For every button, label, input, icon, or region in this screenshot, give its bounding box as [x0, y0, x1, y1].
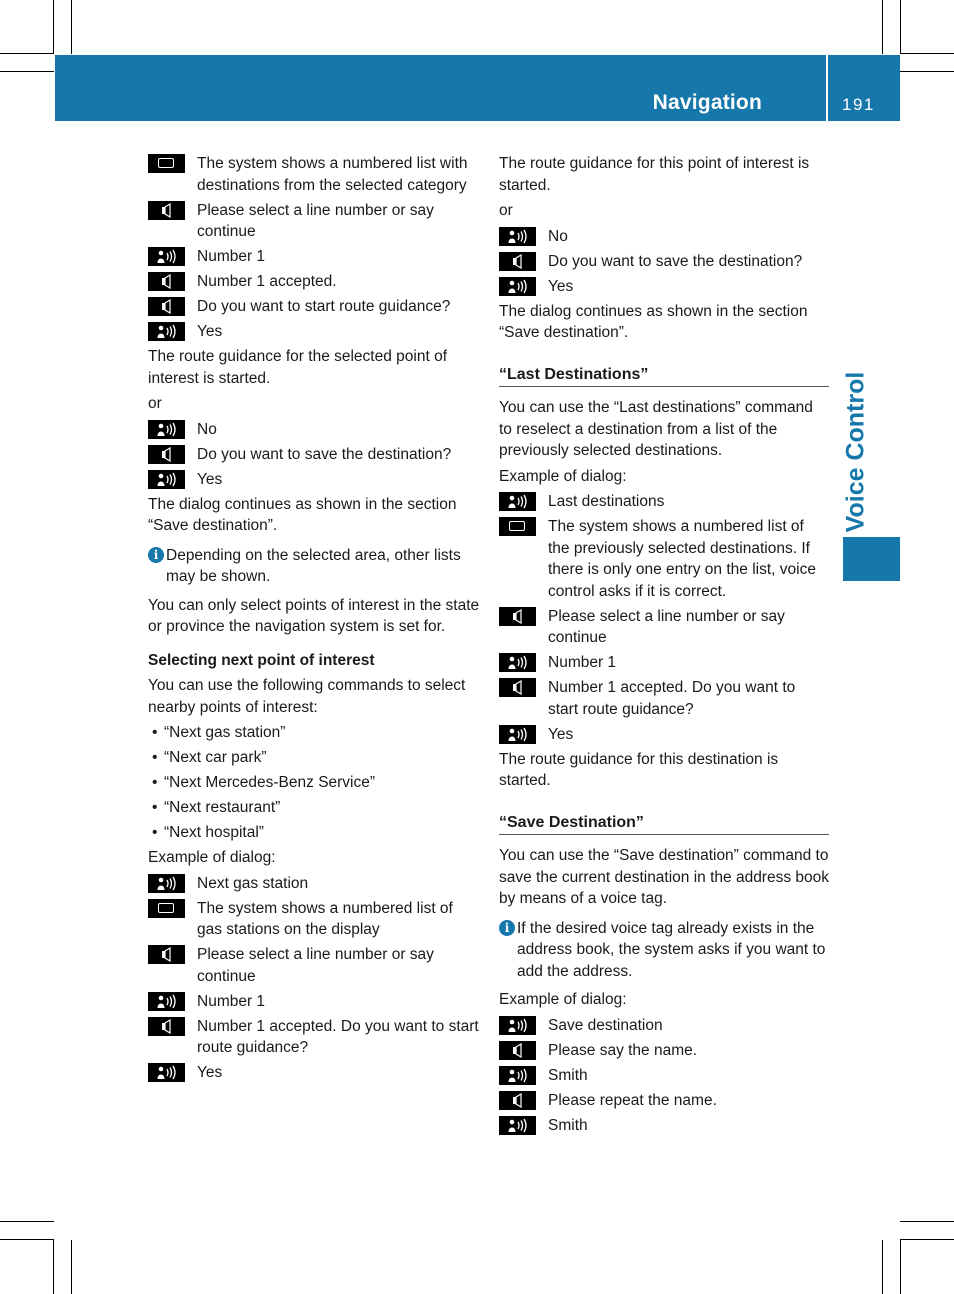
speaker-icon: [499, 252, 536, 271]
paragraph: Example of dialog:: [148, 849, 276, 866]
voice-command-icon: [499, 653, 536, 672]
dialog-text: The system shows a numbered list of the previously selected destinations. If there is only one entry on the list, voice control asks if it is correct.: [548, 518, 816, 600]
dialog-step: [499, 251, 829, 273]
bullet-icon: •: [152, 774, 158, 791]
voice-command-icon: [148, 1063, 185, 1082]
section-heading: “Last Destinations”: [499, 364, 829, 388]
paragraph: Example of dialog:: [499, 467, 627, 485]
dialog-text: Please select a line number or say continue: [548, 607, 785, 646]
crop-mark: [900, 1240, 901, 1294]
info-note: [148, 545, 480, 588]
dialog-text: Yes: [548, 725, 574, 743]
bullet-icon: •: [152, 824, 158, 841]
crop-mark: [900, 0, 901, 54]
dialog-text: Do you want to start route guidance?: [197, 298, 451, 315]
list-item-text: “Next Mercedes-Benz Service”: [164, 774, 376, 791]
voice-command-icon: [499, 1116, 536, 1135]
dialog-step: [499, 226, 829, 248]
speaker-icon: [148, 1017, 185, 1036]
dialog-text: Save destination: [548, 1016, 663, 1034]
info-text: Depending on the selected area, other lists may be shown.: [166, 546, 461, 585]
paragraph: You can use the “Save destination” command to save the current destination in the address book by means of a voice tag.: [499, 847, 830, 907]
dialog-step: [148, 444, 480, 466]
dialog-step: [148, 200, 480, 243]
crop-mark: [0, 1239, 54, 1240]
voice-command-icon: [148, 247, 185, 266]
dialog-step: [499, 491, 829, 513]
list-item: [152, 747, 480, 769]
dialog-text: Please select a line number or say continue: [197, 946, 434, 985]
dialog-step: [148, 898, 480, 941]
dialog-list: [148, 153, 480, 343]
bullet-icon: •: [152, 799, 158, 816]
paragraph: or: [148, 395, 162, 412]
left-column: [148, 153, 480, 1087]
crop-mark: [900, 53, 954, 54]
info-icon: i: [148, 547, 164, 563]
crop-mark: [882, 1240, 883, 1294]
display-icon: [148, 154, 185, 173]
info-text: If the desired voice tag already exists in the address book, the system asks if you want to add the address.: [517, 919, 826, 980]
dialog-step: [148, 1016, 480, 1059]
crop-mark: [53, 1240, 54, 1294]
dialog-step: [148, 271, 480, 293]
dialog-step: [148, 944, 480, 987]
dialog-list: [499, 1015, 829, 1137]
dialog-list: [499, 226, 829, 298]
speaker-icon: [148, 272, 185, 291]
paragraph: The route guidance for this point of interest is started.: [499, 155, 810, 194]
crop-mark: [882, 0, 883, 54]
voice-command-icon: [148, 992, 185, 1011]
dialog-text: Number 1 accepted.: [197, 273, 337, 290]
paragraph: The route guidance for this destination is started.: [499, 750, 779, 789]
display-icon: [148, 899, 185, 918]
crop-mark: [0, 71, 54, 72]
dialog-step: [499, 652, 829, 674]
dialog-text: No: [197, 420, 217, 438]
dialog-step: [499, 516, 829, 602]
dialog-step: [499, 1090, 829, 1112]
dialog-step: [148, 246, 480, 268]
paragraph: The dialog continues as shown in the section “Save destination”.: [148, 495, 457, 534]
dialog-step: [499, 606, 829, 649]
list-item: [152, 772, 480, 794]
paragraph: or: [499, 202, 513, 219]
dialog-step: [499, 1040, 829, 1062]
dialog-text: Please select a line number or say continue: [197, 201, 434, 240]
crop-mark: [900, 71, 954, 72]
voice-command-icon: [148, 322, 185, 341]
voice-command-icon: [499, 1016, 536, 1035]
dialog-text: Yes: [197, 1064, 223, 1081]
crop-mark: [71, 1240, 72, 1294]
paragraph: The route guidance for the selected point of interest is started.: [148, 348, 448, 387]
header-divider: [826, 55, 828, 121]
dialog-text: Yes: [548, 277, 574, 295]
dialog-step: [499, 1015, 829, 1037]
voice-command-icon: [499, 492, 536, 511]
crop-mark: [53, 0, 54, 54]
dialog-step: [148, 1062, 480, 1084]
speaker-icon: [499, 607, 536, 626]
dialog-list: [148, 873, 480, 1084]
dialog-step: [499, 276, 829, 298]
voice-command-icon: [148, 874, 185, 893]
display-icon: [499, 517, 536, 536]
dialog-text: No: [548, 227, 568, 245]
page-number: 191: [842, 95, 875, 114]
dialog-text: Number 1 accepted. Do you want to start route guidance?: [197, 1017, 479, 1056]
section-title: Navigation: [652, 91, 762, 114]
dialog-step: [148, 296, 480, 318]
dialog-text: Number 1: [197, 992, 266, 1010]
bullet-icon: •: [152, 749, 158, 766]
dialog-text: The system shows a numbered list with destinations from the selected category: [197, 155, 468, 194]
paragraph: You can use the “Last destinations” command to reselect a destination from a list of the previously selected destinations.: [499, 399, 813, 459]
dialog-list: [148, 419, 480, 491]
speaker-icon: [499, 1091, 536, 1110]
dialog-text: Number 1: [548, 654, 617, 671]
crop-mark: [0, 53, 54, 54]
dialog-step: [148, 991, 480, 1013]
list-item-text: “Next restaurant”: [164, 799, 281, 816]
crop-mark: [0, 1221, 54, 1222]
dialog-step: [499, 677, 829, 720]
dialog-text: Please repeat the name.: [548, 1091, 717, 1109]
dialog-step: [148, 419, 480, 441]
chapter-tab: [843, 537, 900, 581]
info-note: [499, 918, 829, 983]
speaker-icon: [148, 297, 185, 316]
speaker-icon: [499, 678, 536, 697]
chapter-label-text: Voice Control: [841, 371, 870, 533]
section-heading: “Save Destination”: [499, 812, 829, 836]
dialog-text: Next gas station: [197, 874, 309, 892]
crop-mark: [71, 0, 72, 54]
dialog-list: [499, 491, 829, 745]
speaker-icon: [499, 1041, 536, 1060]
dialog-text: Smith: [548, 1066, 588, 1084]
crop-mark: [900, 1221, 954, 1222]
dialog-step: [148, 873, 480, 895]
dialog-text: Yes: [197, 470, 223, 488]
list-item-text: “Next car park”: [164, 749, 267, 766]
dialog-step: [148, 321, 480, 343]
dialog-text: Number 1 accepted. Do you want to start route guidance?: [548, 679, 796, 718]
dialog-text: Yes: [197, 323, 223, 340]
page-header: [55, 55, 900, 121]
dialog-step: [499, 1065, 829, 1087]
voice-command-icon: [499, 1066, 536, 1085]
dialog-text: Last destinations: [548, 493, 665, 510]
list-item: [152, 822, 480, 844]
paragraph: The dialog continues as shown in the section “Save destination”.: [499, 302, 808, 341]
dialog-step: [499, 1115, 829, 1137]
subheading: Selecting next point of interest: [148, 651, 375, 669]
list-item: [152, 797, 480, 819]
dialog-step: [148, 153, 480, 196]
paragraph: You can only select points of interest in the state or province the navigation system is set for.: [148, 596, 480, 635]
voice-command-icon: [499, 227, 536, 246]
paragraph: You can use the following commands to select nearby points of interest:: [148, 677, 466, 716]
speaker-icon: [148, 445, 185, 464]
dialog-text: Do you want to save the destination?: [197, 445, 452, 463]
crop-mark: [900, 1239, 954, 1240]
dialog-text: The system shows a numbered list of gas stations on the display: [197, 899, 453, 938]
dialog-text: Smith: [548, 1116, 588, 1134]
list-item: [152, 722, 480, 744]
bullet-icon: •: [152, 724, 158, 741]
list-item-text: “Next gas station”: [164, 724, 286, 741]
voice-command-icon: [499, 725, 536, 744]
voice-command-icon: [499, 277, 536, 296]
bullet-list: [148, 722, 480, 844]
dialog-text: Please say the name.: [548, 1041, 698, 1059]
list-item-text: “Next hospital”: [164, 824, 264, 841]
voice-command-icon: [148, 420, 185, 439]
paragraph: Example of dialog:: [499, 991, 627, 1008]
speaker-icon: [148, 945, 185, 964]
speaker-icon: [148, 201, 185, 220]
dialog-text: Do you want to save the destination?: [548, 252, 803, 270]
voice-command-icon: [148, 470, 185, 489]
dialog-step: [499, 724, 829, 746]
dialog-text: Number 1: [197, 248, 266, 265]
right-column: [499, 153, 829, 1140]
info-icon: i: [499, 920, 515, 936]
dialog-step: [148, 469, 480, 491]
